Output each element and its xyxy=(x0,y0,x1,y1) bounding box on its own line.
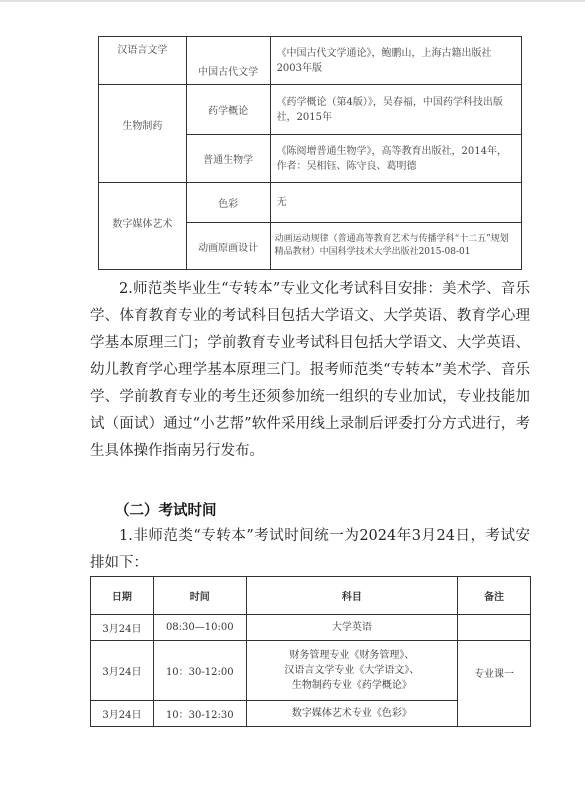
note-cell: 专业课一 xyxy=(458,641,531,727)
textbook-cell: 动画运动规律（普通高等教育艺术与传播学科“十二五”规划精品教材）中国科学技术大学出版社2015-08-01 xyxy=(270,223,521,270)
time-cell: 08:30—10:00 xyxy=(153,615,246,641)
date-cell: 3月24日 xyxy=(91,641,154,701)
subject-line: 大学英语 xyxy=(331,622,372,633)
subject-cell xyxy=(246,701,457,727)
table-row xyxy=(99,183,522,223)
subject-cell: 普通生物学 xyxy=(186,135,270,183)
note-header: 备注 xyxy=(458,577,531,615)
category-cell: 汉语言文学 xyxy=(99,37,187,85)
date-header: 日期 xyxy=(91,577,154,615)
subject-line: 财务管理专业《财务管理》、 xyxy=(289,650,415,661)
table-row xyxy=(99,85,522,135)
table-row xyxy=(91,641,531,701)
subject-cell: 中国古代文学 xyxy=(186,37,270,85)
exam-subjects-paragraph: 2.师范类毕业生“专转本”专业文化考试科目安排：美术学、音乐学、体育教育专业的考试科目包括大学语文、大学英语、教育学心理学基本原理三门；学前教育专业考试科目包括大学语文、大学英语、幼儿教育学心理学基本原理三门。报考师范类“专转本”美术学、音乐学、学前教育专业的考生还须参加统一组织的专业加试，专业技能加试（面试）通过“小艺帮”软件采用线上录制后评委打分方式进行，考生具体操作指南另行发布。 xyxy=(90,281,530,459)
section-heading: （二）考试时间 xyxy=(115,502,217,519)
subject-cell xyxy=(246,615,457,641)
subject-line: 汉语言文学专业《大学语文》、 xyxy=(284,665,420,676)
subject-header: 科目 xyxy=(246,577,457,615)
subject-cell: 药学概论 xyxy=(186,85,270,135)
textbook-cell: 《陈阅增普通生物学》，高等教育出版社，2014年，作者：吴相钰、陈守良、葛明德 xyxy=(270,135,521,183)
subject-cell: 色彩 xyxy=(186,183,270,223)
textbook-cell: 《中国古代文学通论》，鲍鹏山，上海古籍出版社2003年版 xyxy=(270,37,521,85)
table-header-row xyxy=(91,577,531,615)
exam-schedule-table xyxy=(90,576,531,727)
subject-line: 生物制药专业《药学概论》 xyxy=(291,680,412,691)
note-cell xyxy=(458,615,531,641)
page-top-border xyxy=(0,0,585,2)
textbook-cell: 无 xyxy=(270,183,521,223)
textbook-table xyxy=(98,36,522,270)
category-cell: 生物制药 xyxy=(99,85,187,183)
exam-time-paragraph: 1.非师范类“专转本”考试时间统一为2024年3月24日，考试安排如下： xyxy=(90,528,530,571)
subject-cell xyxy=(246,641,457,701)
date-cell: 3月24日 xyxy=(91,701,154,727)
table-row xyxy=(99,37,522,85)
time-cell: 10：30-12:00 xyxy=(153,641,246,701)
time-header: 时间 xyxy=(153,577,246,615)
subject-cell: 动画原画设计 xyxy=(186,223,270,270)
textbook-cell: 《药学概论（第4版）》，吴春福，中国药学科技出版社，2015年 xyxy=(270,85,521,135)
date-cell: 3月24日 xyxy=(91,615,154,641)
table-row xyxy=(91,615,531,641)
category-cell: 数字媒体艺术 xyxy=(99,183,187,270)
time-cell: 10：30-12:30 xyxy=(153,701,246,727)
subject-line: 数字媒体艺术专业《色彩》 xyxy=(291,708,412,719)
